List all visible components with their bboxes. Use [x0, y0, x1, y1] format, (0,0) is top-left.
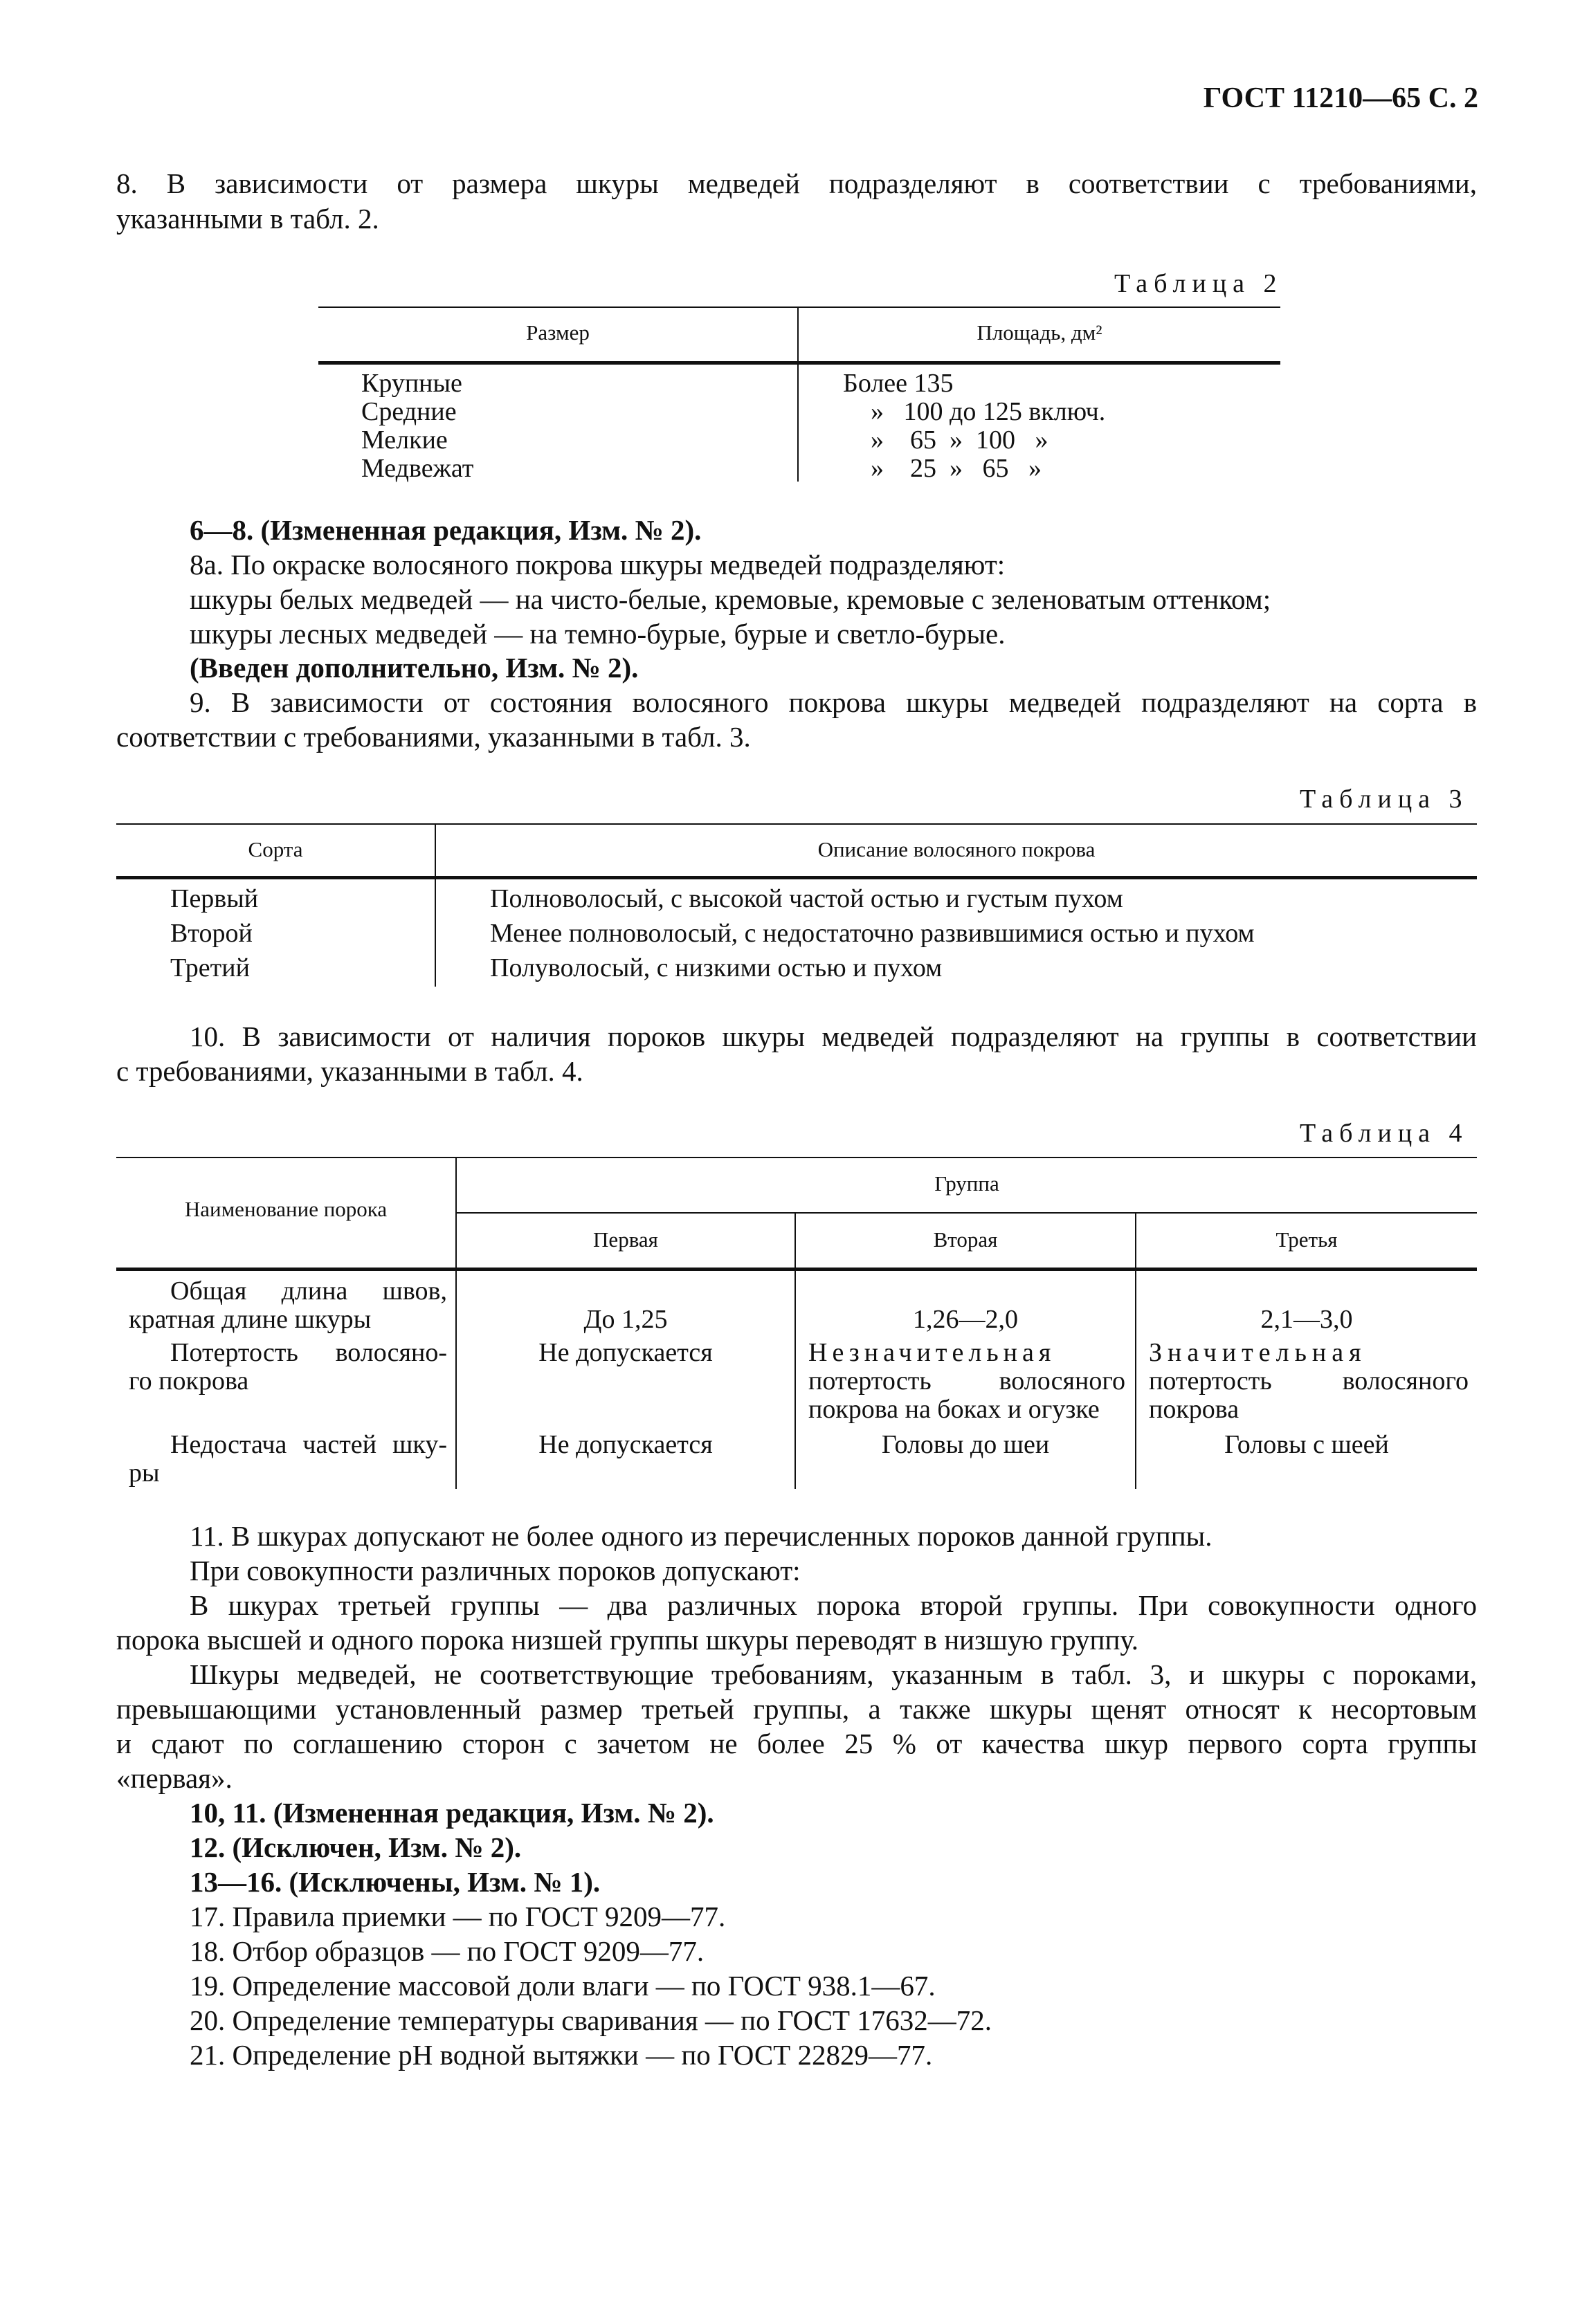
- paragraph-9-line-1: 9. В зависимости от состояния волосяного покрова шкуры медведей подразделяют на сорта в: [190, 686, 1477, 718]
- table-2-cell: Средние: [361, 397, 457, 426]
- paragraph-11-third-group-line-2: порока высшей и одного порока низшей группы шкуры переводят в низшую группу.: [116, 1624, 1139, 1656]
- paragraph-11-third-group-line-1: В шкурах третьей группы — два различных порока второй группы. При совокупности одного: [190, 1589, 1477, 1621]
- table-3-cell: Полноволосый, с высокой частой остью и густым пухом: [490, 884, 1123, 913]
- amendment-note: 13—16. (Исключены, Изм. № 1).: [190, 1866, 601, 1898]
- page-header: ГОСТ 11210—65 С. 2: [1203, 82, 1478, 114]
- table-2-cell: Более 135: [843, 369, 954, 398]
- table-2-cell: » 65 » 100 »: [871, 426, 1048, 455]
- paragraph-nonstandard-line-1: Шкуры медведей, не соответствующие требованиям, указанным в табл. 3, и шкуры с пороками,: [190, 1658, 1477, 1690]
- table-3-top-rule: [116, 823, 1477, 825]
- paragraph-19: 19. Определение массовой доли влаги — по ГОСТ 938.1—67.: [190, 1970, 936, 2002]
- table-4-cell: 1,26—2,0: [913, 1305, 1018, 1334]
- table-4-cell: До 1,25: [583, 1305, 668, 1334]
- table-4-cell: Не допускается: [538, 1430, 713, 1459]
- amendment-note: (Введен дополнительно, Изм. № 2).: [190, 652, 639, 684]
- table-3-cell: Менее полноволосый, с недостаточно развившимися остью и пухом: [490, 919, 1255, 948]
- table-2-cell: Медвежат: [361, 454, 474, 483]
- table-3-cell: Полуволосый, с низкими остью и пухом: [490, 953, 943, 982]
- paragraph-nonstandard-line-3: и сдают по соглашению сторон с зачетом не более 25 % от качества шкур первого сорта группы: [116, 1728, 1477, 1759]
- table-4-header-rule: [116, 1268, 1477, 1271]
- paragraph-10-line-2: с требованиями, указанными в табл. 4.: [116, 1055, 583, 1087]
- table-3-header-description: Описание волосяного покрова: [817, 837, 1096, 861]
- table-4-defect-name: Общая длина швов,: [170, 1277, 447, 1306]
- table-4-defect-name: Недостача частей шку-: [170, 1430, 447, 1459]
- paragraph-17: 17. Правила приемки — по ГОСТ 9209—77.: [190, 1901, 726, 1932]
- table-4-defect-name: ры: [129, 1458, 160, 1488]
- amendment-note: 6—8. (Измененная редакция, Изм. № 2).: [190, 514, 702, 546]
- table-2-cell: Крупные: [361, 369, 462, 398]
- paragraph-9-line-2: соответствии с требованиями, указанными в табл. 3.: [116, 721, 751, 753]
- table-4-cell: покрова: [1149, 1395, 1240, 1424]
- table-3-caption: Таблица 3: [1300, 785, 1469, 814]
- table-4-header-defect: Наименование порока: [184, 1197, 388, 1221]
- table-4-defect-name: го покрова: [129, 1366, 249, 1396]
- paragraph-21: 21. Определение pH водной вытяжки — по ГОСТ 22829—77.: [190, 2039, 933, 2071]
- table-4-cell: Головы с шеей: [1224, 1430, 1389, 1459]
- table-3-header-grade: Сорта: [248, 837, 303, 861]
- paragraph-20: 20. Определение температуры сваривания — по ГОСТ 17632—72.: [190, 2004, 992, 2036]
- table-4-defect-name: кратная длине шкуры: [129, 1305, 372, 1334]
- table-2-header-rule: [318, 361, 1280, 365]
- table-4-header-second: Вторая: [933, 1227, 998, 1252]
- table-4-header-first: Первая: [593, 1227, 658, 1252]
- table-3-cell: Третий: [170, 953, 250, 982]
- table-4-defect-name: Потертость волосяно-: [170, 1338, 447, 1367]
- amendment-note: 12. (Исключен, Изм. № 2).: [190, 1831, 522, 1863]
- paragraph-nonstandard-line-4: «первая».: [116, 1762, 233, 1794]
- table-4-cell: Значительная: [1149, 1338, 1367, 1367]
- table-2-cell: » 25 » 65 »: [871, 454, 1042, 483]
- paragraph-8a-white: шкуры белых медведей — на чисто-белые, кремовые, кремовые с зеленоватым оттенком;: [190, 583, 1271, 615]
- paragraph-11-combination: При совокупности различных пороков допускают:: [190, 1555, 801, 1586]
- paragraph-8-line-2: указанными в табл. 2.: [116, 203, 379, 235]
- table-2-header-size: Размер: [526, 320, 590, 345]
- table-2-cell: Мелкие: [361, 426, 448, 455]
- table-2-cell: » 100 до 125 включ.: [871, 397, 1106, 426]
- table-4-cell: Незначительная: [808, 1338, 1056, 1367]
- paragraph-nonstandard-line-2: превышающими установленный размер третьей группы, а также шкуры щенят относят к несортовым: [116, 1693, 1477, 1725]
- paragraph-8a: 8а. По окраске волосяного покрова шкуры медведей подразделяют:: [190, 549, 1006, 580]
- table-4-cell: потертость волосяного: [1149, 1366, 1469, 1396]
- table-4-top-rule: [116, 1157, 1477, 1158]
- table-3-cell: Второй: [170, 919, 253, 948]
- table-4-group-rule: [457, 1212, 1477, 1214]
- paragraph-18: 18. Отбор образцов — по ГОСТ 9209—77.: [190, 1935, 705, 1967]
- table-3-header-rule: [116, 876, 1477, 879]
- paragraph-8a-forest: шкуры лесных медведей — на темно-бурые, бурые и светло-бурые.: [190, 618, 1006, 650]
- table-3-cell: Первый: [170, 884, 259, 913]
- table-4-caption: Таблица 4: [1300, 1119, 1469, 1148]
- table-2-top-rule: [318, 306, 1280, 308]
- table-4-cell: 2,1—3,0: [1260, 1305, 1353, 1334]
- paragraph-10-line-1: 10. В зависимости от наличия пороков шкуры медведей подразделяют на группы в соответствии: [190, 1021, 1477, 1052]
- paragraph-8-line-1: 8. В зависимости от размера шкуры медведей подразделяют в соответствии с требованиями,: [116, 167, 1477, 199]
- table-4-header-group: Группа: [934, 1171, 999, 1196]
- table-4-cell: покрова на боках и огузке: [808, 1395, 1100, 1424]
- table-4-cell: Головы до шеи: [881, 1430, 1050, 1459]
- table-2-caption: Таблица 2: [1114, 269, 1283, 298]
- table-4-cell: Не допускается: [538, 1338, 713, 1367]
- amendment-note: 10, 11. (Измененная редакция, Изм. № 2).: [190, 1797, 714, 1829]
- table-4-header-third: Третья: [1275, 1227, 1338, 1252]
- table-2-header-area: Площадь, дм²: [977, 320, 1102, 345]
- table-4-cell: потертость волосяного: [808, 1366, 1125, 1396]
- paragraph-11: 11. В шкурах допускают не более одного из перечисленных пороков данной группы.: [190, 1520, 1213, 1552]
